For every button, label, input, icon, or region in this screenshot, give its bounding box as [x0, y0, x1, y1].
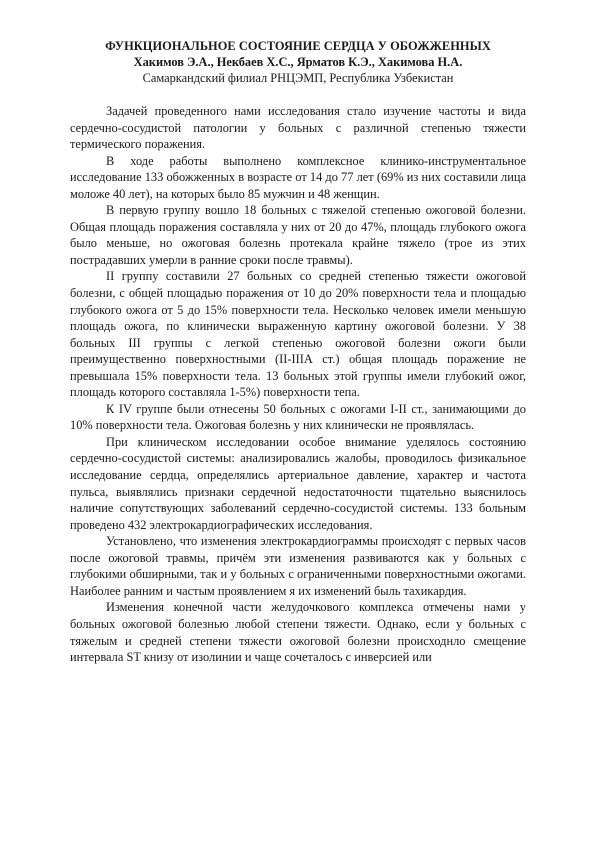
article-body	[70, 103, 526, 666]
article-affiliation: Самаркандский филиал РНЦЭМП, Республика Узбекистан	[142, 71, 454, 85]
body-paragraph: К IV группе были отнесены 50 больных с ожогами I-II ст., занимающими до 10% поверхности тела. Ожоговая болезнь у них клинически не проявлялась.	[70, 401, 526, 433]
body-paragraph: В ходе работы выполнено комплексное клинико-инструментальное исследование 133 обожженных в возрасте от 14 до 77 лет (69% из них составили лица моложе 40 лет), на которых было 85 мужчин и 48 женщин.	[70, 153, 526, 201]
body-paragraph: Изменения конечной части желудочкового комплекса отмечены нами у больных ожоговой болезнью любой степени тяжести. Однако, если у больных с тяжелым и средней степени тяжести ожоговой болезни происходнло смещение интервала ST книзу от изолинии и чаще сочеталось с инверсией или	[70, 600, 526, 665]
article-authors: Хакимов Э.А., Некбаев Х.С., Ярматов К.Э., Хакимова Н.А.	[133, 55, 463, 69]
body-paragraph: Установлено, что изменения электрокардиограммы происходят с первых часов после ожоговой травмы, причём эти изменения развиваются как у больных с глубокими обширными, так и у больных с ограниченными поверхностными ожогами. Наиболее ранним и частым проявлением я их изменений быль тахикардия.	[70, 534, 526, 598]
article-title: ФУНКЦИОНАЛЬНОЕ СОСТОЯНИЕ СЕРДЦА У ОБОЖЖЕННЫХ	[105, 39, 491, 53]
body-paragraph: При клиническом исследовании особое внимание уделялось состоянию сердечно-сосудистой системы: анализировались жалобы, проводилось физикальное исследование сердца, определялись артериальное давление, характер и частота пульса, выявлялись признаки сердечной недостаточности тщательно выяснилось наличие сопутствующих заболеваний сердечно-сосудистой системы. 133 больным проведено 432 электрокардиографических исследования.	[70, 434, 526, 532]
body-paragraph: В первую группу вошло 18 больных с тяжелой степенью ожоговой болезни. Общая площадь поражения составляла у них от 20 до 47%, площадь глубокого ожога было меньше, но ожоговая болезнь протекала крайне тяжело (трое из этих пострадавших умерли в ранние сроки после травмы).	[70, 203, 526, 267]
body-paragraph: II группу составили 27 больных со средней степенью тяжести ожоговой болезни, с общей площадью поражения от 10 до 20% поверхности тела и площадью глубокого ожога от 5 до 15% поверхности тела. Несколько человек имели меньшую площадь ожога, по клинически выраженную картину ожоговой болезни. У 38 больных III группы с легкой степенью ожоговой болезни ожоги были преимущественно поверхностными (II-IIIА ст.) общая площадь поражение не превышала 15% поверхности тела. 13 больных этой группы имели глубокий ожог, площадь которого составляла 1-5%) поверхности тепа.	[70, 269, 526, 400]
body-paragraph: Задачей проведенного нами исследования стало изучение частоты и вида сердечно-сосудистой патологии у больных с различной степенью тяжести термического поражения.	[70, 104, 526, 152]
document-page	[70, 38, 526, 666]
